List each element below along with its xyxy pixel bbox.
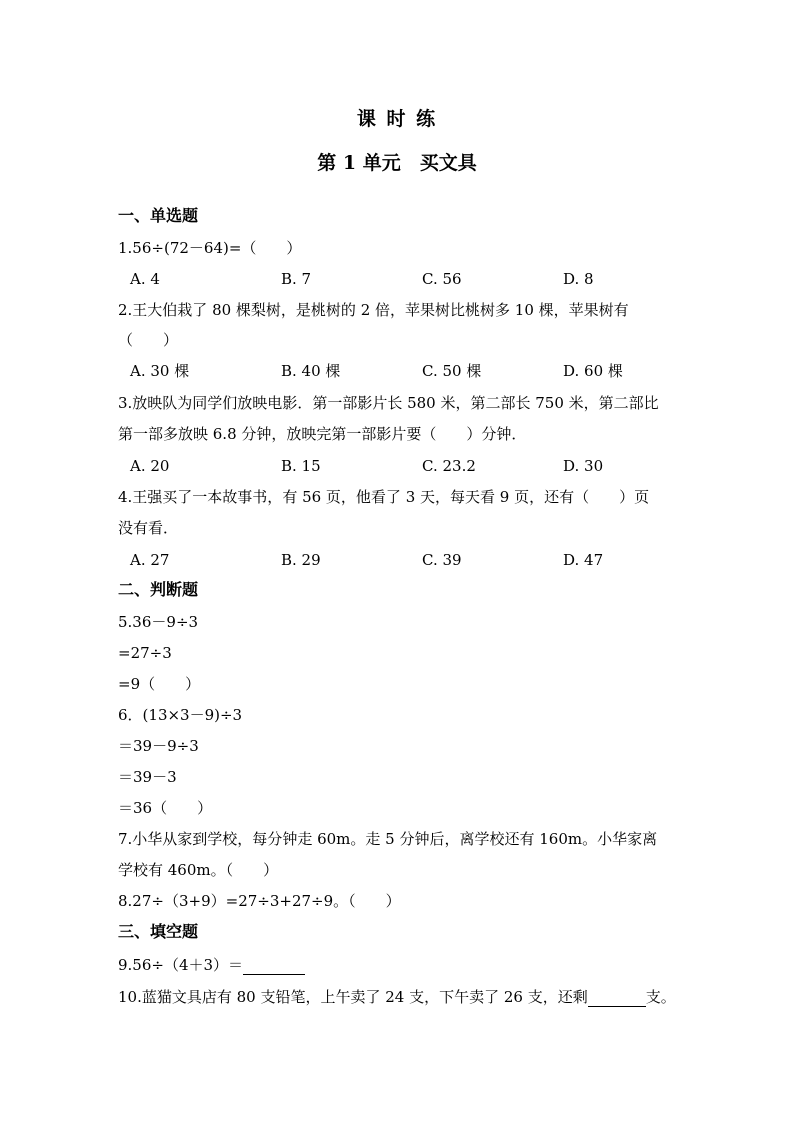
question-10-stem: 10.蓝猫文具店有 80 支铅笔，上午卖了 24 支，下午卖了 26 支，还剩 bbox=[118, 988, 588, 1006]
question-3-option-c: C. 23.2 bbox=[422, 457, 476, 475]
question-5-line-2: =27÷3 bbox=[118, 644, 172, 662]
question-2-option-b: B. 40 棵 bbox=[281, 362, 341, 380]
question-1-option-c: C. 56 bbox=[422, 270, 462, 288]
question-6-line-1: 6．(13×3－9)÷3 bbox=[118, 706, 243, 724]
question-1-option-d: D. 8 bbox=[563, 270, 594, 288]
question-3-stem-line-1: 3.放映队为同学们放映电影．第一部影片长 580 米，第二部长 750 米，第二部比 bbox=[118, 394, 659, 412]
question-4-option-d: D. 47 bbox=[563, 551, 604, 569]
question-6-line-4: ＝36（ ） bbox=[118, 799, 213, 817]
question-4-stem-line-1: 4.王强买了一本故事书，有 56 页，他看了 3 天，每天看 9 页，还有（ ）页 bbox=[118, 488, 650, 506]
question-7-line-2: 学校有 460m。（ ） bbox=[118, 861, 279, 879]
question-9-answer-blank[interactable] bbox=[243, 958, 305, 975]
question-2-stem-line-2: （ ） bbox=[118, 331, 179, 349]
question-6-line-3: ＝39－3 bbox=[118, 768, 177, 786]
question-2-option-c: C. 50 棵 bbox=[422, 362, 482, 380]
question-7-line-1: 7.小华从家到学校，每分钟走 60m。走 5 分钟后，离学校还有 160m。小华家离 bbox=[118, 830, 658, 848]
question-3-option-d: D. 30 bbox=[563, 457, 604, 475]
question-2-option-a: A. 30 棵 bbox=[130, 362, 190, 380]
section-heading-fill-blank: 三、填空题 bbox=[118, 922, 199, 941]
question-10-suffix: 支。 bbox=[645, 988, 676, 1006]
question-8-stem: 8.27÷（3+9）=27÷3+27÷9。（ ） bbox=[118, 892, 401, 910]
question-2-option-d: D. 60 棵 bbox=[563, 362, 623, 380]
question-3-option-b: B. 15 bbox=[281, 457, 321, 475]
question-5-line-3: =9（ ） bbox=[118, 675, 201, 693]
question-10 bbox=[118, 987, 676, 1007]
section-heading-single-choice: 一、单选题 bbox=[118, 206, 199, 225]
question-5-line-1: 5.36－9÷3 bbox=[118, 613, 199, 631]
page-title: 课 时 练 bbox=[356, 108, 438, 130]
question-4-option-a: A. 27 bbox=[130, 551, 170, 569]
question-4-option-b: B. 29 bbox=[281, 551, 321, 569]
question-3-option-a: A. 20 bbox=[130, 457, 170, 475]
question-4-option-c: C. 39 bbox=[422, 551, 462, 569]
question-1-option-b: B. 7 bbox=[281, 270, 312, 288]
unit-subtitle: 第 1 单元 买文具 bbox=[317, 152, 477, 174]
question-6-line-2: ＝39－9÷3 bbox=[118, 737, 199, 755]
question-1-option-a: A. 4 bbox=[130, 270, 160, 288]
question-1-stem: 1.56÷(72－64)=（ ） bbox=[118, 239, 302, 257]
question-10-answer-blank[interactable] bbox=[588, 990, 646, 1007]
question-4-stem-line-2: 没有看． bbox=[118, 519, 179, 537]
question-2-stem-line-1: 2.王大伯栽了 80 棵梨树，是桃树的 2 倍，苹果树比桃树多 10 棵，苹果树有 bbox=[118, 301, 629, 319]
section-heading-true-false: 二、判断题 bbox=[118, 580, 199, 599]
question-9-stem: 9.56÷（4＋3）＝ bbox=[118, 956, 244, 974]
question-3-stem-line-2: 第一部多放映 6.8 分钟，放映完第一部影片要（ ）分钟． bbox=[118, 425, 527, 443]
question-9 bbox=[118, 955, 305, 975]
